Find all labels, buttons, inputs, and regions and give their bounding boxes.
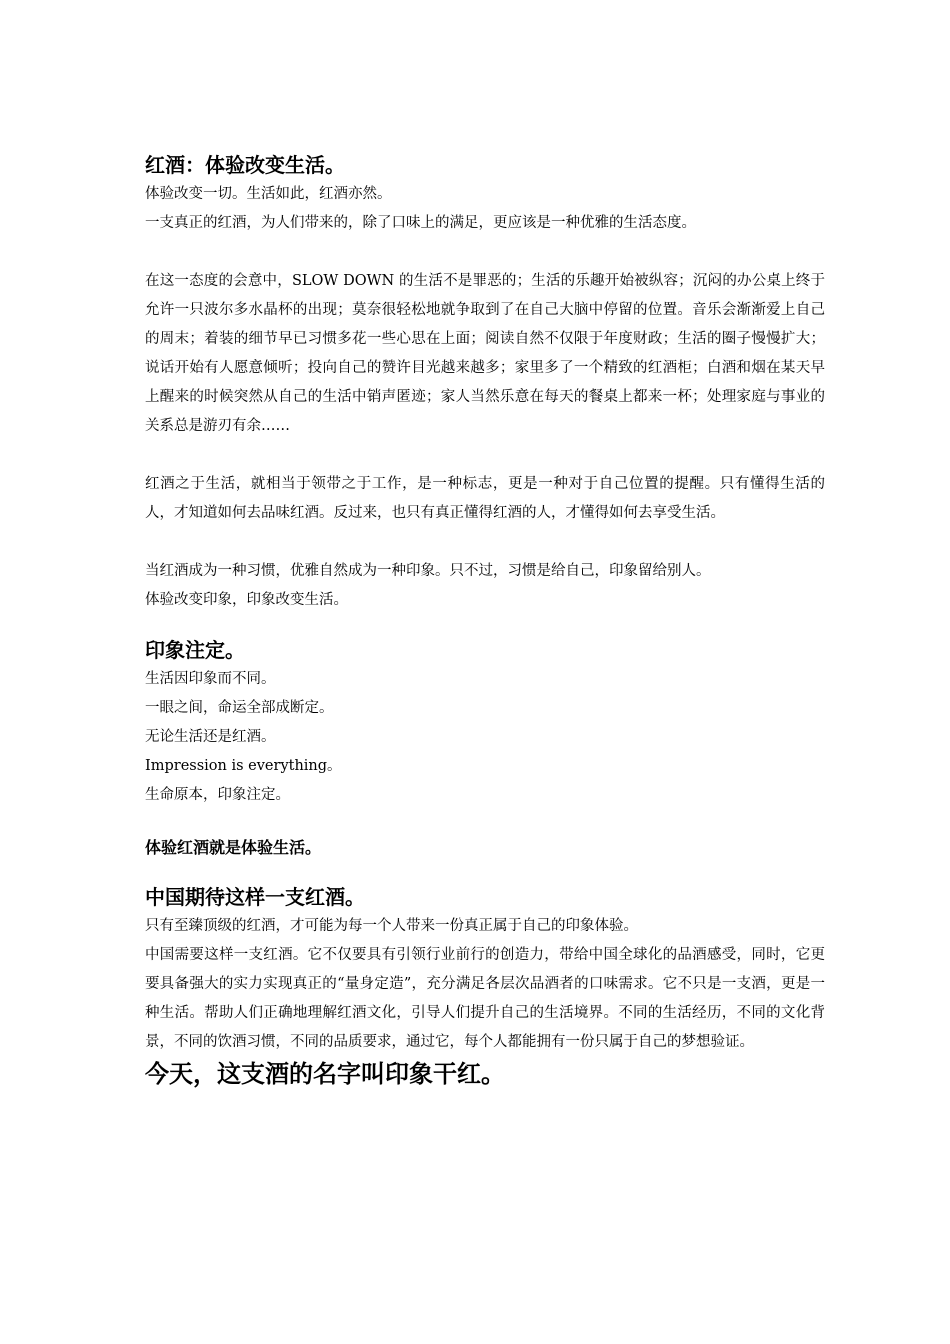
section-title-impression: 印象注定。	[145, 638, 245, 662]
spacer	[145, 528, 825, 557]
list-line: 一眼之间，命运全部成断定。	[145, 700, 334, 716]
bold-statement: 体验红酒就是体验生活。	[145, 838, 322, 857]
spacer	[145, 238, 825, 267]
body-paragraph: 在这一态度的会意中，SLOW DOWN 的生活不是罪恶的；生活的乐趣开始被纵容；沉闷的办公桌上终于允许一只波尔多水晶杯的出现；莫奈很轻松地就争取到了在自己大脑中停留的位置。音乐会渐渐爱上自己的周末；着装的细节早已习惯多花一些心思在上面；阅读自然不仅限于年度财政；生活的圈子慢慢扩大；说话开始有人愿意倾听；投向自己的赞许目光越来越多；家里多了一个精致的红酒柜；白酒和烟在某天早上醒来的时候突然从自己的生活中销声匿迹；家人当然乐意在每天的餐桌上都来一杯；处理家庭与事业的关系总是游刃有余……	[145, 273, 825, 434]
intro-line: 体验改变一切。生活如此，红酒亦然。	[145, 186, 392, 202]
intro-line: 一支真正的红酒，为人们带来的，除了口味上的满足，更应该是一种优雅的生活态度。	[145, 215, 696, 231]
spacer	[145, 615, 825, 635]
section-title-china: 中国期待这样一支红酒。	[145, 885, 365, 909]
spacer	[145, 810, 825, 834]
body-paragraph: 红酒之于生活，就相当于领带之于工作，是一种标志，更是一种对于自己位置的提醒。只有懂得生活的人，才知道如何去品味红酒。反过来，也只有真正懂得红酒的人，才懂得如何去享受生活。	[145, 476, 825, 521]
body-line: 当红酒成为一种习惯，优雅自然成为一种印象。只不过，习惯是给自己，印象留给别人。	[145, 563, 711, 579]
closing-statement: 今天，这支酒的名字叫印象干红。	[145, 1060, 505, 1088]
section-title-red-wine: 红酒：体验改变生活。	[145, 153, 345, 177]
list-line: 无论生活还是红酒。	[145, 729, 276, 745]
body-line: 只有至臻顶级的红酒，才可能为每一个人带来一份真正属于自己的印象体验。	[145, 918, 638, 934]
list-line: 生活因印象而不同。	[145, 671, 276, 687]
body-paragraph: 中国需要这样一支红酒。它不仅要具有引领行业前行的创造力，带给中国全球化的品酒感受，同时，它更要具备强大的实力实现真正的“量身定造”，充分满足各层次品酒者的口味需求。它不只是一支酒，更是一种生活。帮助人们正确地理解红酒文化，引导人们提升自己的生活境界。不同的生活经历，不同的文化背景，不同的饮酒习惯，不同的品质要求，通过它，每个人都能拥有一份只属于自己的梦想验证。	[145, 947, 825, 1050]
body-line: 体验改变印象，印象改变生活。	[145, 592, 348, 608]
list-line: 生命原本，印象注定。	[145, 787, 290, 803]
spacer	[145, 441, 825, 470]
spacer	[145, 862, 825, 882]
document-page	[145, 150, 825, 1091]
list-line: Impression is everything。	[145, 758, 342, 774]
